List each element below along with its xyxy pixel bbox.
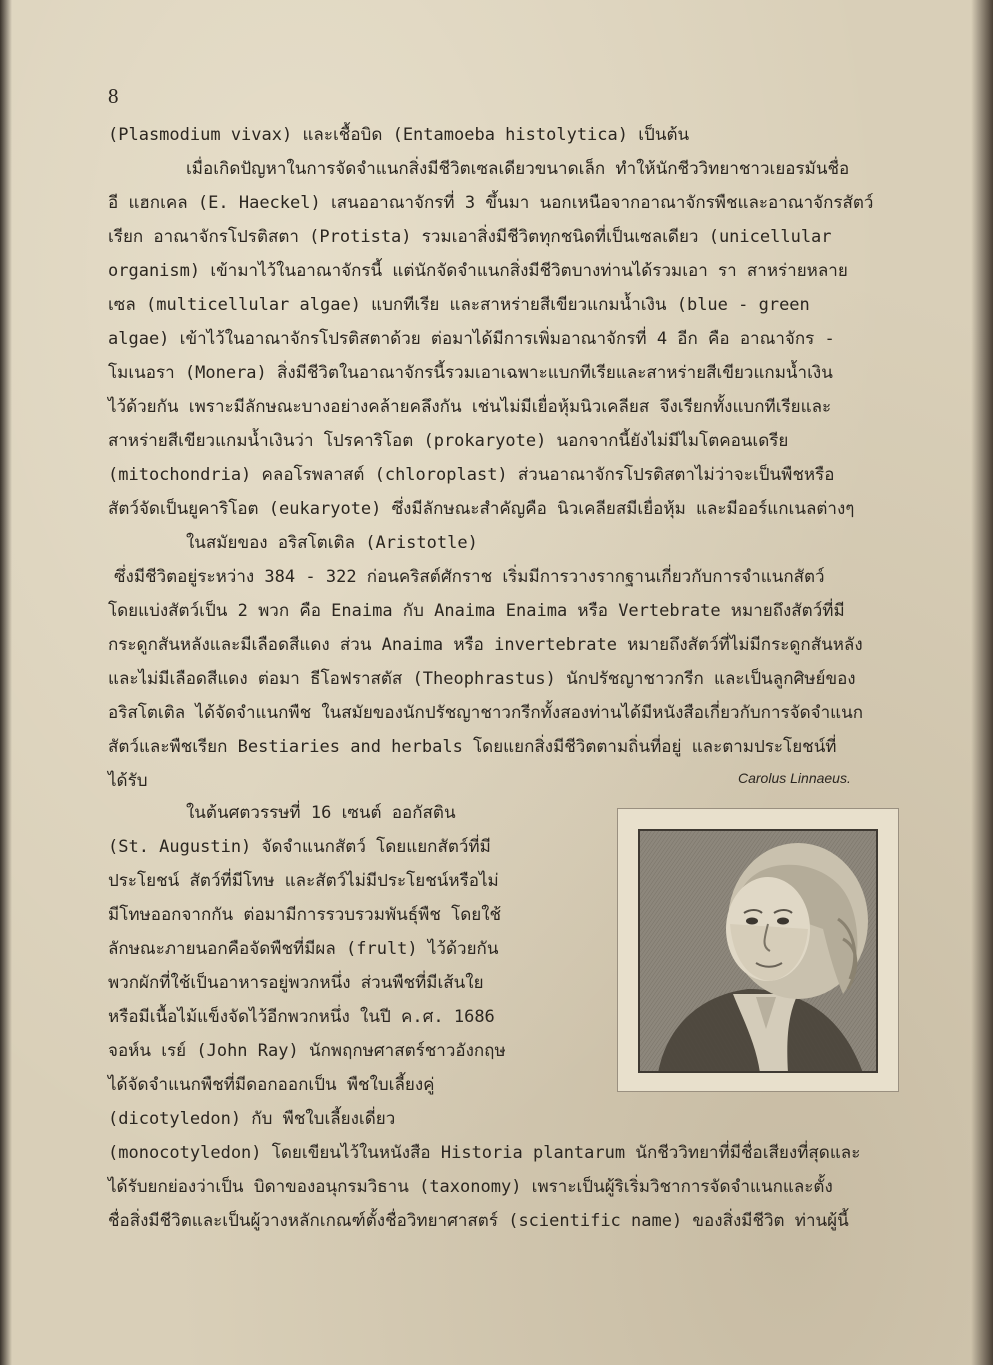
text-line: ซึ่งมีชีวิตอยู่ระหว่าง 384 - 322 ก่อนคริสต์ศักราช เริ่มมีการวางรากฐานเกี่ยวกับการจำแนกสัตว์ xyxy=(114,567,825,587)
text-line: (St. Augustin) จัดจำแนกสัตว์ โดยแยกสัตว์ที่มี xyxy=(108,837,491,857)
text-line: (monocotyledon) โดยเขียนไว้ในหนังสือ Historia plantarum นักชีววิทยาที่มีชื่อเสียงที่สุดและ xyxy=(108,1143,861,1163)
text-line: สัตว์จัดเป็นยูคาริโอต (eukaryote) ซึ่งมีลักษณะสำคัญคือ นิวเคลียสมีเยื่อหุ้ม และมีออร์แกเนลต่างๆ xyxy=(108,499,855,519)
text-line: เรียก อาณาจักรโปรติสตา (Protista) รวมเอาสิ่งมีชีวิตทุกชนิดที่เป็นเซลเดียว (unicellular xyxy=(108,227,832,247)
text-line: สาหร่ายสีเขียวแกมน้ำเงินว่า โปรคาริโอต (prokaryote) นอกจากนี้ยังไม่มีไมโตคอนเดรีย xyxy=(108,431,789,451)
page-shadow-right xyxy=(971,0,993,1365)
text-line: ได้รับ xyxy=(108,771,148,791)
page-shadow-left xyxy=(0,0,12,1365)
linnaeus-portrait-illustration xyxy=(638,829,878,1073)
text-line: และไม่มีเลือดสีแดง ต่อมา ธีโอฟราสตัส (Theophrastus) นักปรัชญาชาวกรีก และเป็นลูกศิษย์ของ xyxy=(108,669,856,689)
text-line: ในต้นศตวรรษที่ 16 เซนต์ ออกัสติน xyxy=(186,803,456,823)
text-line: ลักษณะภายนอกคือจัดพืชที่มีผล (frult) ไว้ด้วยกัน xyxy=(108,939,499,959)
text-line: จอห์น เรย์ (John Ray) นักพฤกษศาสตร์ชาวอังกฤษ xyxy=(108,1041,506,1061)
text-line: สัตว์และพืชเรียก Bestiaries and herbals โดยแยกสิ่งมีชีวิตตามถิ่นที่อยู่ และตามประโยชน์ที่ xyxy=(108,737,837,757)
page-number: 8 xyxy=(108,84,119,108)
text-line: ได้รับยกย่องว่าเป็น บิดาของอนุกรมวิธาน (taxonomy) เพราะเป็นผู้ริเริ่มวิชาการจัดจำแนกและตั้ง xyxy=(108,1177,833,1197)
text-line: อริสโตเติล ได้จัดจำแนกพืช ในสมัยของนักปรัชญาชาวกรีกทั้งสองท่านได้มีหนังสือเกี่ยวกับการจัดจำแนก xyxy=(108,703,864,723)
text-line: (mitochondria) คลอโรพลาสต์ (chloroplast) ส่วนอาณาจักรโปรติสตาไม่ว่าจะเป็นพืชหรือ xyxy=(108,465,835,485)
text-line: โดยแบ่งสัตว์เป็น 2 พวก คือ Enaima กับ Anaima Enaima หรือ Vertebrate หมายถึงสัตว์ที่มี xyxy=(108,601,845,621)
text-line: มีโทษออกจากกัน ต่อมามีการรวบรวมพันธุ์พืช โดยใช้ xyxy=(108,905,502,925)
text-line: algae) เข้าไว้ในอาณาจักรโปรติสตาด้วย ต่อมาได้มีการเพิ่มอาณาจักรที่ 4 อีก คือ อาณาจักร - xyxy=(108,329,835,349)
text-line: หรือมีเนื้อไม้แข็งจัดไว้อีกพวกหนึ่ง ในปี ค.ศ. 1686 xyxy=(108,1007,495,1027)
text-line: ไว้ด้วยกัน เพราะมีลักษณะบางอย่างคล้ายคลึงกัน เช่นไม่มีเยื่อหุ้มนิวเคลียส จึงเรียกทั้งแบกทีเรียและ xyxy=(108,397,832,417)
text-line: ได้จัดจำแนกพืชที่มีดอกออกเป็น พืชใบเลี้ยงคู่ xyxy=(108,1075,435,1095)
text-line: พวกผักที่ใช้เป็นอาหารอยู่พวกหนึ่ง ส่วนพืชที่มีเส้นใย xyxy=(108,973,484,993)
text-line: organism) เข้ามาไว้ในอาณาจักรนี้ แต่นักจัดจำแนกสิ่งมีชีวิตบางท่านได้รวมเอา รา สาหร่ายหลาย xyxy=(108,261,848,281)
text-line: เมื่อเกิดปัญหาในการจัดจำแนกสิ่งมีชีวิตเซลเดียวขนาดเล็ก ทำให้นักชีววิทยาชาวเยอรมันชื่อ xyxy=(186,159,850,179)
text-line: กระดูกสันหลังและมีเลือดสีแดง ส่วน Anaima หรือ invertebrate หมายถึงสัตว์ที่ไม่มีกระดูกสันหลัง xyxy=(108,635,863,655)
text-line: ในสมัยของ อริสโตเติล (Aristotle) xyxy=(186,533,478,553)
text-line: อี แฮกเคล (E. Haeckel) เสนออาณาจักรที่ 3 ขึ้นมา นอกเหนือจากอาณาจักรพืชและอาณาจักรสัตว์ xyxy=(108,193,874,213)
text-line: (Plasmodium vivax) และเชื้อบิด (Entamoeba histolytica) เป็นต้น xyxy=(108,125,690,145)
text-line: (dicotyledon) กับ พืชใบเลี้ยงเดี่ยว xyxy=(108,1109,396,1129)
text-line: ชื่อสิ่งมีชีวิตและเป็นผู้วางหลักเกณฑ์ตั้งชื่อวิทยาศาสตร์ (scientific name) ของสิ่งมีชีวิต ท่านผู้นี้ xyxy=(108,1211,849,1231)
text-line: โมเนอรา (Monera) สิ่งมีชีวิตในอาณาจักรนี้รวมเอาเฉพาะแบกทีเรียและสาหร่ายสีเขียวแกมน้ำเงิน xyxy=(108,363,833,383)
portrait-image-frame xyxy=(617,808,899,1092)
portrait-caption: Carolus Linnaeus. xyxy=(738,770,851,786)
text-line: ประโยชน์ สัตว์ที่มีโทษ และสัตว์ไม่มีประโยชน์หรือไม่ xyxy=(108,871,499,891)
text-line: เซล (multicellular algae) แบกทีเรีย และสาหร่ายสีเขียวแกมน้ำเงิน (blue - green xyxy=(108,295,810,315)
